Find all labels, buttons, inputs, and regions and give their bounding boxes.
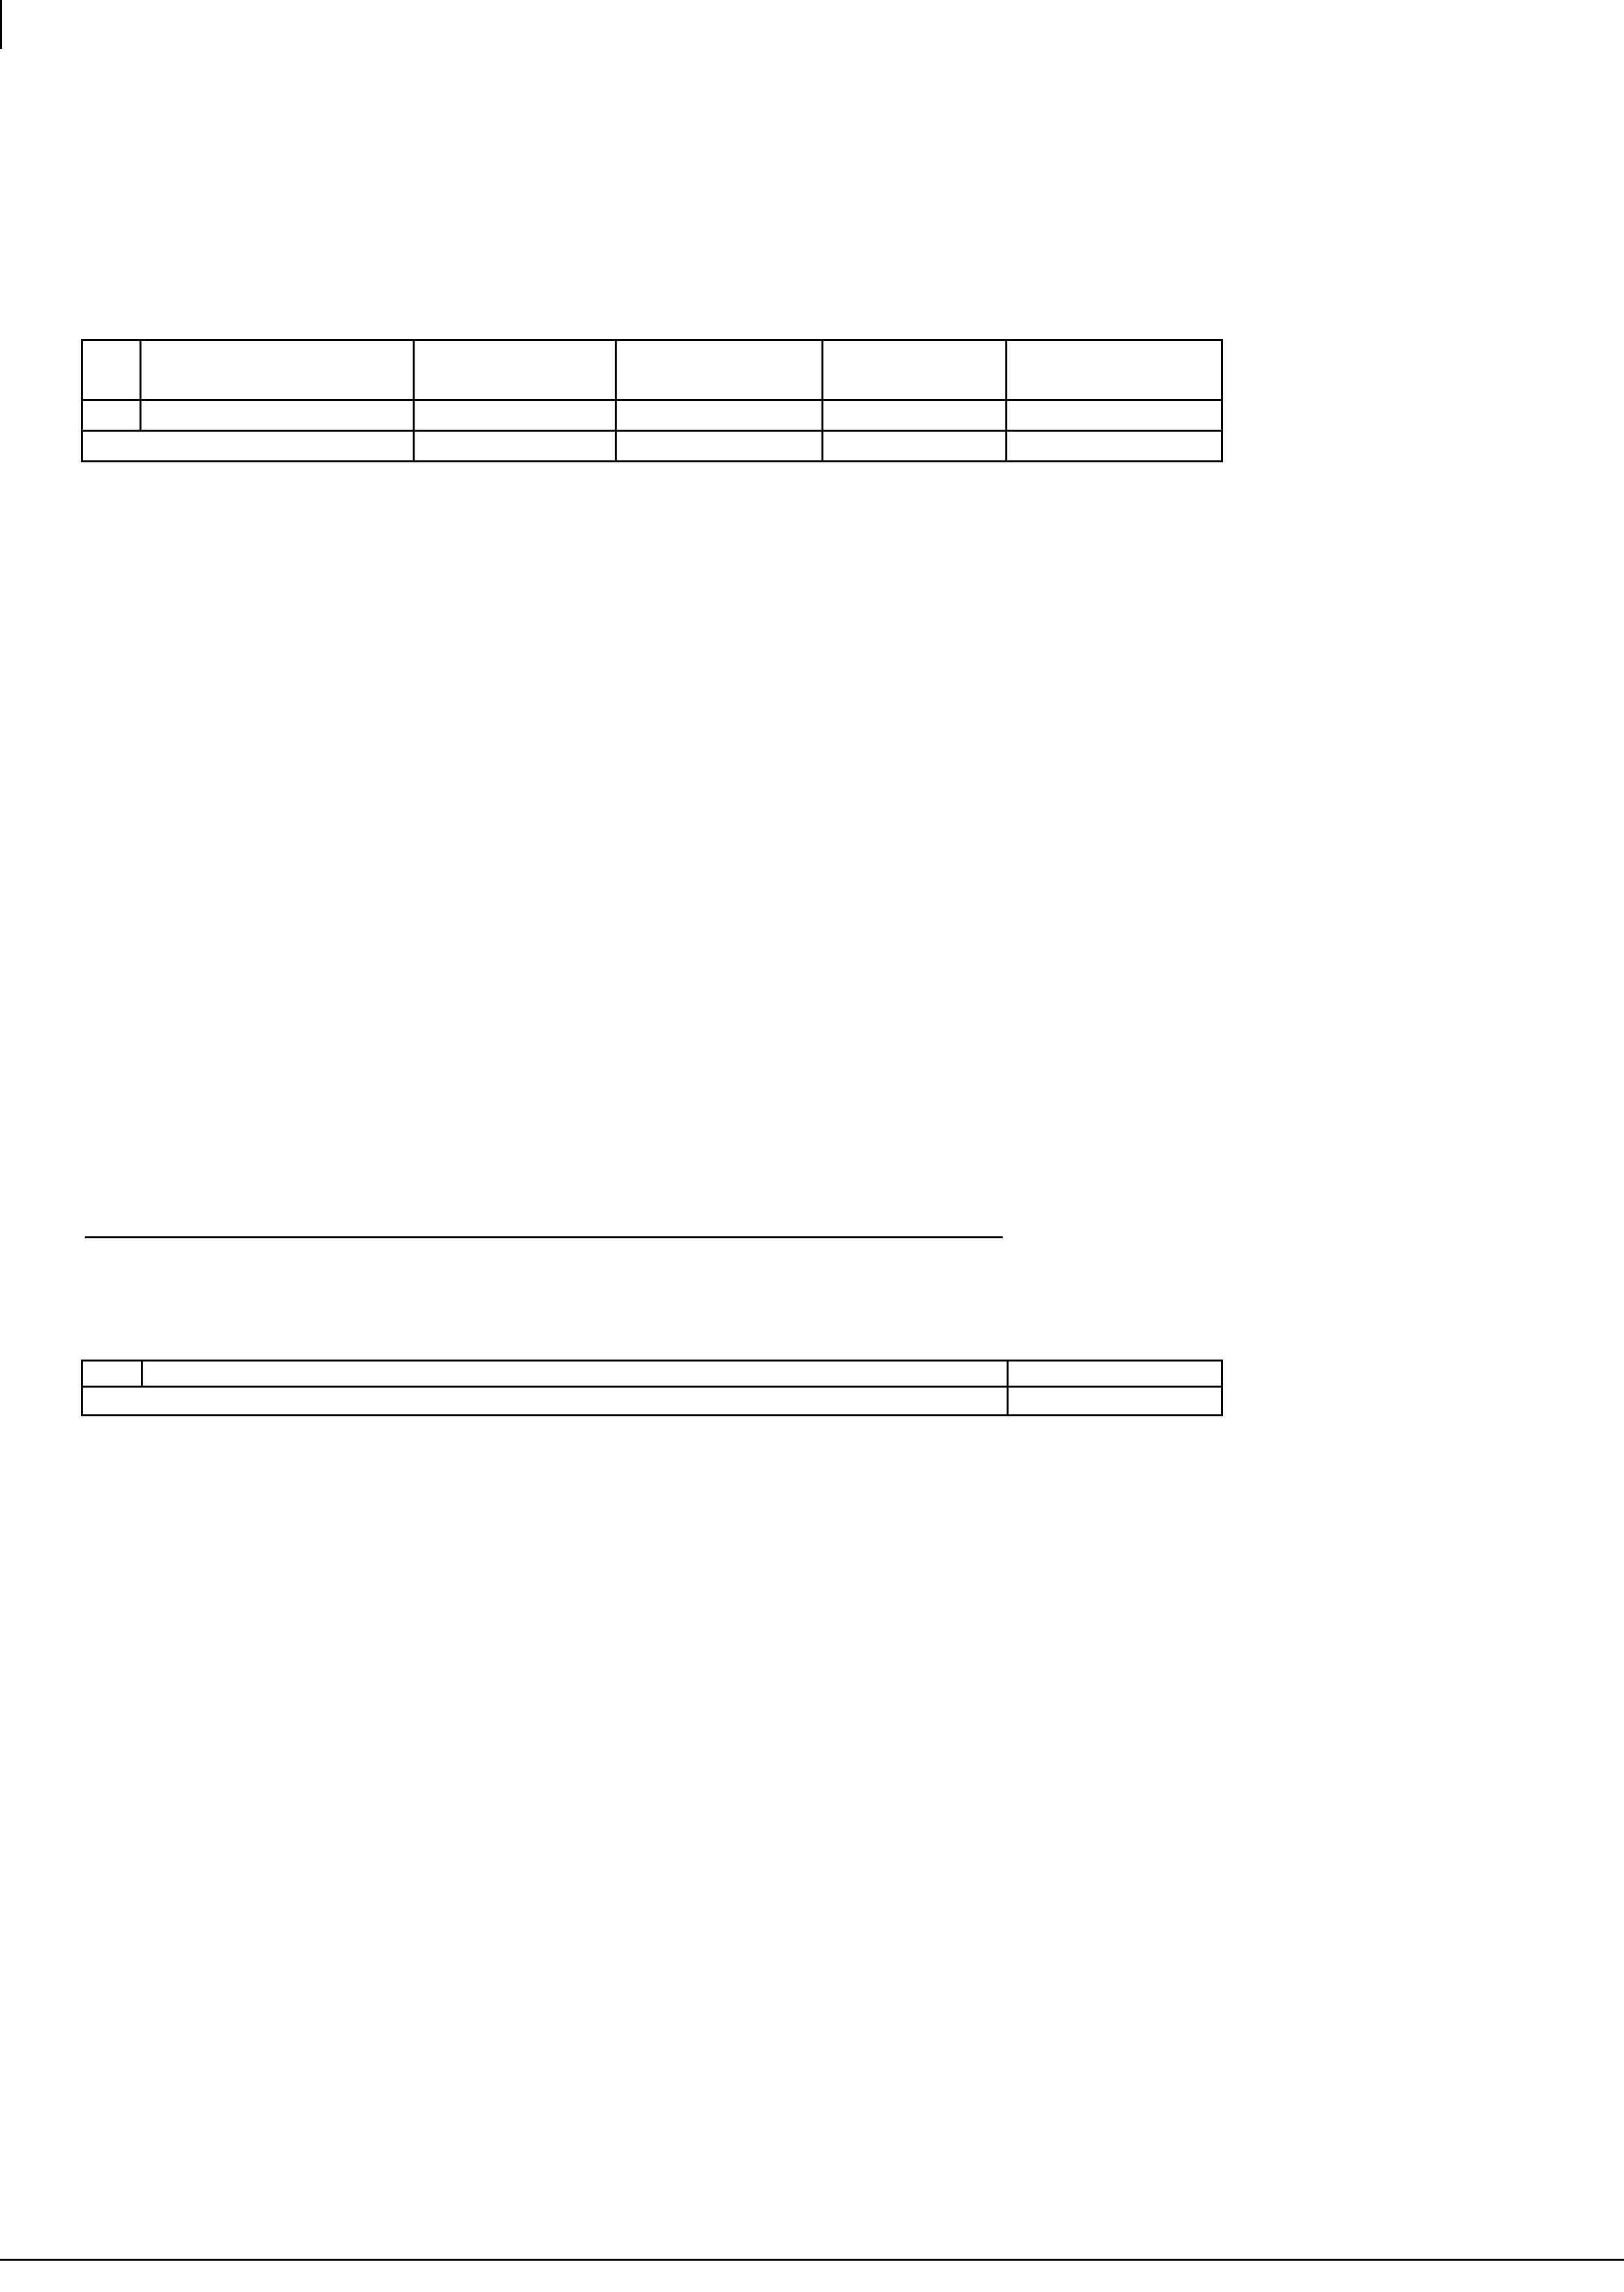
extra-label: [82, 431, 414, 462]
col-header-received: [823, 340, 1007, 400]
repair-total-label: [82, 1387, 1008, 1416]
repair-table-header: [82, 1361, 1222, 1387]
col-header-saldo-start: [414, 340, 615, 400]
services-total-saldo-start: [414, 400, 615, 431]
extra-received: [823, 431, 1007, 462]
scan-edge-mark: [0, 0, 2, 49]
repair-col-name: [141, 1361, 1007, 1387]
services-total-row: [82, 400, 1222, 431]
repair-total-row: [82, 1387, 1222, 1416]
col-header-num: [82, 340, 141, 400]
repair-table: [81, 1360, 1223, 1416]
col-header-charged: [615, 340, 822, 400]
services-table-header: [82, 340, 1222, 400]
repair-col-sum: [1007, 1361, 1222, 1387]
services-extra-row: [82, 431, 1222, 462]
services-total-charged: [615, 400, 822, 431]
services-total-received: [823, 400, 1007, 431]
repair-col-num: [82, 1361, 142, 1387]
repair-total-value: [1007, 1387, 1222, 1416]
services-total-saldo-end: [1006, 400, 1222, 431]
summary-divider: [85, 1236, 1003, 1238]
services-table: [81, 339, 1223, 462]
col-header-saldo-end: [1006, 340, 1222, 400]
page-bottom-line: [0, 2259, 1624, 2261]
services-total-label: [140, 400, 413, 431]
col-header-service: [140, 340, 413, 400]
